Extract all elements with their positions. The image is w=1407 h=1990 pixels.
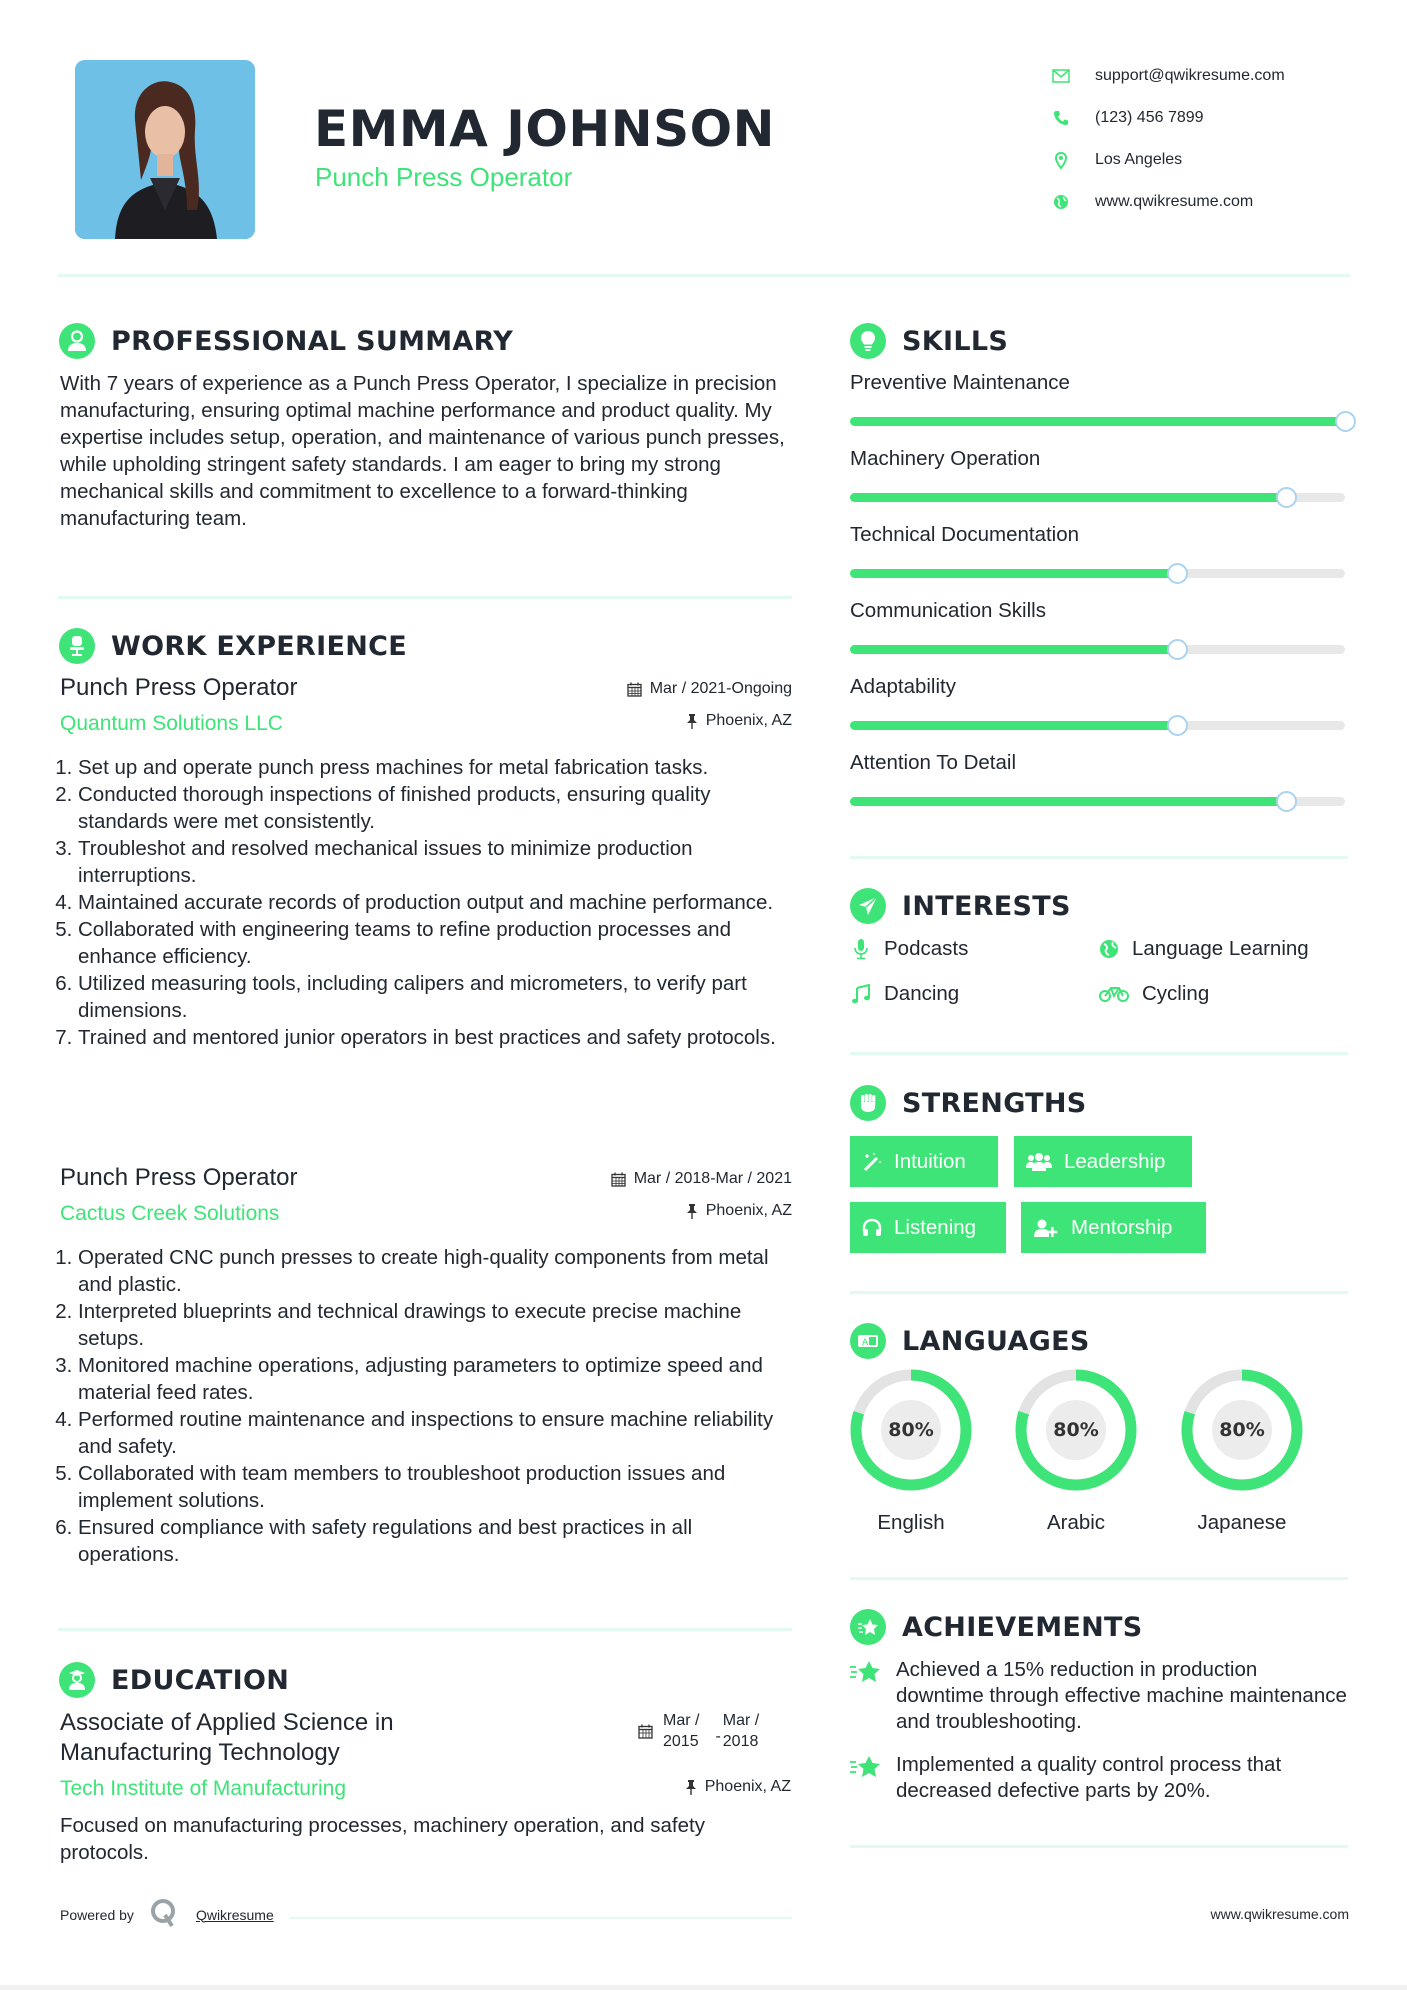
job-date: [627, 680, 792, 698]
strength-chip: [1021, 1202, 1206, 1253]
skill-fill: [850, 645, 1177, 654]
skill-slider[interactable]: [850, 569, 1345, 578]
job-bullet: 2. Conducted thorough inspections of finished products, ensuring quality standards were met consistently.: [78, 781, 792, 835]
magic-wand-icon: [862, 1152, 882, 1172]
users-icon: [1026, 1152, 1052, 1172]
candidate-title: Punch Press Operator: [315, 162, 573, 192]
job-location: [686, 1202, 792, 1220]
header-divider: [58, 274, 1350, 277]
star-badge-icon: [850, 1609, 886, 1645]
skill-fill: [850, 721, 1177, 730]
graduate-icon: [59, 1662, 95, 1698]
job-bullet: 3. Monitored machine operations, adjusting parameters to optimize speed and material feed rates.: [78, 1352, 792, 1406]
language-progress-ring: [850, 1369, 972, 1491]
education-description: Focused on manufacturing processes, machinery operation, and safety protocols.: [60, 1814, 705, 1864]
lightbulb-icon: [850, 323, 886, 359]
paper-plane-icon: [850, 888, 886, 924]
languages-heading: [850, 1323, 1090, 1359]
skill-knob[interactable]: [1167, 639, 1188, 660]
strengths-heading: [850, 1085, 1087, 1121]
phone-icon: [1050, 109, 1072, 127]
language-name: Japanese: [1197, 1511, 1287, 1534]
contact-email[interactable]: [1050, 55, 1390, 97]
achievement-text: Implemented a quality control process that decreased defective parts by 20%.: [896, 1753, 1282, 1802]
calendar-icon: [627, 682, 642, 697]
calendar-icon: [638, 1724, 653, 1739]
job-bullet: 1. Set up and operate punch press machines for metal fabrication tasks.: [78, 754, 792, 781]
job-bullets: [60, 754, 792, 1051]
job-location-text: Phoenix, AZ: [705, 712, 792, 729]
interest-label: Podcasts: [884, 937, 969, 960]
language-percent: 80%: [1046, 1400, 1106, 1460]
page-bottom-edge: [0, 1985, 1407, 1990]
interest-label: Dancing: [884, 982, 960, 1005]
star-icon: [850, 1657, 886, 1735]
skill-label: Adaptability: [850, 675, 956, 698]
job-date-text: Mar / 2021-Ongoing: [649, 680, 792, 697]
skill-knob[interactable]: [1167, 563, 1188, 584]
skill-slider[interactable]: [850, 493, 1345, 502]
skill-knob[interactable]: [1276, 791, 1297, 812]
education-title: EDUCATION: [111, 1664, 290, 1696]
skill-fill: [850, 569, 1177, 578]
school-name: Tech Institute of Manufacturing: [60, 1777, 346, 1800]
skill-item: [850, 447, 1350, 502]
summary-divider: [58, 596, 792, 599]
music-note-icon: [850, 983, 872, 1005]
strength-label: Mentorship: [1071, 1215, 1173, 1239]
strength-chip: [850, 1136, 998, 1187]
interests-title: INTERESTS: [902, 890, 1071, 922]
contact-location: [1050, 139, 1390, 181]
interests-divider: [850, 1052, 1348, 1055]
achievement-text: Achieved a 15% reduction in production downtime through effective machine maintenance and troubleshooting.: [896, 1658, 1347, 1733]
language-name: Arabic: [1046, 1511, 1106, 1534]
language-name: English: [877, 1511, 945, 1534]
job-entry: [60, 1164, 792, 1568]
job-date: [611, 1170, 792, 1188]
job-bullet: 5. Collaborated with engineering teams to refine production processes and enhance efficiency.: [78, 916, 792, 970]
pushpin-icon: [685, 1780, 697, 1795]
education-date: Mar / 2015 - Mar / 2018: [638, 1710, 759, 1752]
contact-list: [1050, 55, 1390, 223]
skill-fill: [850, 417, 1345, 426]
svg-text:A: A: [862, 1338, 869, 1348]
qwikresume-logo-icon: [150, 1898, 178, 1931]
skill-item: [850, 599, 1350, 654]
skill-slider[interactable]: [850, 797, 1345, 806]
skill-fill: [850, 493, 1286, 502]
education-date-start: Mar / 2015: [663, 1712, 700, 1750]
job-company: Quantum Solutions LLC: [60, 712, 283, 735]
translate-icon: [850, 1323, 886, 1359]
languages-divider: [850, 1577, 1348, 1580]
degree-line-2: Manufacturing Technology: [60, 1739, 340, 1766]
contact-website-text: www.qwikresume.com: [1095, 193, 1254, 210]
skill-label: Communication Skills: [850, 599, 1046, 622]
job-bullet: 1. Operated CNC punch presses to create high-quality components from metal and plastic.: [78, 1244, 792, 1298]
job-date-text: Mar / 2018-Mar / 2021: [633, 1170, 792, 1187]
skill-item: [850, 523, 1350, 578]
bicycle-icon: [1098, 983, 1130, 1005]
headphones-icon: [862, 1218, 882, 1238]
pushpin-icon: [686, 1204, 698, 1219]
language-item: [1181, 1369, 1303, 1535]
job-bullet: 3. Troubleshot and resolved mechanical issues to minimize production interruptions.: [78, 835, 792, 889]
achievement-item: [850, 1657, 1350, 1735]
language-item: [1015, 1369, 1137, 1535]
job-company: Cactus Creek Solutions: [60, 1202, 280, 1225]
strength-label: Intuition: [894, 1149, 966, 1173]
skill-slider[interactable]: [850, 721, 1345, 730]
languages-title: LANGUAGES: [902, 1325, 1090, 1357]
education-date-end: Mar / 2018: [722, 1712, 760, 1750]
skill-label: Attention To Detail: [850, 751, 1017, 774]
skill-item: [850, 675, 1350, 730]
job-location-text: Phoenix, AZ: [705, 1202, 792, 1219]
profile-photo: [75, 60, 255, 239]
qwikresume-link[interactable]: Qwikresume: [195, 1906, 274, 1923]
job-bullets: [60, 1244, 792, 1568]
strength-chip: [850, 1202, 1006, 1253]
job-title: Punch Press Operator: [60, 674, 298, 701]
skill-item: [850, 751, 1350, 806]
job-bullet: 5. Collaborated with team members to troubleshoot production issues and implement solutions.: [78, 1460, 792, 1514]
job-entry: [60, 674, 792, 1051]
interest-label: Cycling: [1142, 982, 1210, 1005]
experience-heading: [59, 628, 407, 664]
contact-phone[interactable]: [1050, 97, 1390, 139]
achievement-item: [850, 1752, 1350, 1804]
summary-text: With 7 years of experience as a Punch Press Operator, I specialize in precision manufacturing, ensuring optimal machine performance and product quality. My expertise includes setup, operation, and maintenance of various punch presses, while upholding stringent safety standards. I am eager to bring my strong mechanical skills and commitment to excellence to a forward-thinking manufacturing team.: [60, 372, 785, 530]
job-title: Punch Press Operator: [60, 1164, 298, 1191]
candidate-name: EMMA JOHNSON: [314, 100, 775, 158]
interest-item: [1098, 982, 1209, 1006]
interest-item: [850, 937, 968, 961]
contact-email-text: support@qwikresume.com: [1095, 67, 1285, 84]
achievements-title: ACHIEVEMENTS: [902, 1611, 1143, 1643]
skill-knob[interactable]: [1276, 487, 1297, 508]
user-plus-icon: [1033, 1218, 1059, 1238]
job-bullet: 6. Utilized measuring tools, including calipers and micrometers, to verify part dimensions.: [78, 970, 792, 1024]
achievements-divider: [850, 1845, 1348, 1848]
footer-divider: [290, 1917, 792, 1919]
powered-by-label: Powered by: [60, 1906, 134, 1923]
microphone-icon: [850, 938, 872, 960]
skills-divider: [850, 856, 1348, 859]
map-pin-icon: [1050, 151, 1072, 169]
achievements-heading: [850, 1609, 1143, 1645]
education-heading: [59, 1662, 289, 1698]
footer-website[interactable]: www.qwikresume.com: [1210, 1906, 1349, 1922]
skills-heading: [850, 323, 1008, 359]
calendar-icon: [611, 1172, 626, 1187]
summary-title: PROFESSIONAL SUMMARY: [111, 325, 514, 357]
strength-label: Listening: [894, 1215, 977, 1239]
contact-phone-text: (123) 456 7899: [1095, 109, 1204, 126]
language-progress-ring: [1181, 1369, 1303, 1491]
skill-slider[interactable]: [850, 645, 1345, 654]
interest-label: Language Learning: [1132, 937, 1309, 960]
degree-line-1: Associate of Applied Science in: [60, 1709, 394, 1736]
experience-divider: [58, 1628, 792, 1631]
strengths-title: STRENGTHS: [902, 1087, 1087, 1119]
person-portrait-icon: [75, 60, 255, 239]
skill-slider[interactable]: [850, 417, 1345, 426]
skills-title: SKILLS: [902, 325, 1009, 357]
skill-label: Preventive Maintenance: [850, 371, 1070, 394]
job-location: [686, 712, 792, 730]
degree-title: [60, 1708, 620, 1768]
language-percent: 80%: [1212, 1400, 1272, 1460]
strength-chip: [1014, 1136, 1192, 1187]
star-icon: [850, 1752, 886, 1804]
job-bullet: 2. Interpreted blueprints and technical drawings to execute precise machine setups.: [78, 1298, 792, 1352]
globe-icon: [1050, 193, 1072, 211]
globe-icon: [1098, 938, 1120, 960]
skill-label: Technical Documentation: [850, 523, 1080, 546]
skill-item: [850, 371, 1350, 426]
summary-heading: [59, 323, 513, 359]
strengths-divider: [850, 1291, 1348, 1294]
job-bullet: 7. Trained and mentored junior operators in best practices and safety protocols.: [78, 1024, 792, 1051]
office-chair-icon: [59, 628, 95, 664]
job-bullet: 4. Maintained accurate records of production output and machine performance.: [78, 889, 792, 916]
pushpin-icon: [686, 714, 698, 729]
language-percent: 80%: [881, 1400, 941, 1460]
interests-heading: [850, 888, 1071, 924]
contact-website[interactable]: [1050, 181, 1390, 223]
strength-label: Leadership: [1064, 1149, 1166, 1173]
envelope-icon: [1050, 67, 1072, 85]
fist-icon: [850, 1085, 886, 1121]
experience-title: WORK EXPERIENCE: [111, 630, 407, 662]
powered-by: [60, 1898, 274, 1931]
skill-fill: [850, 797, 1286, 806]
skill-knob[interactable]: [1167, 715, 1188, 736]
education-location: Phoenix, AZ: [685, 1778, 791, 1796]
skill-label: Machinery Operation: [850, 447, 1041, 470]
language-progress-ring: [1015, 1369, 1137, 1491]
user-icon: [59, 323, 95, 359]
skill-knob[interactable]: [1335, 411, 1356, 432]
interest-item: [850, 982, 959, 1006]
interest-item: [1098, 937, 1309, 961]
job-bullet: 6. Ensured compliance with safety regulations and best practices in all operations.: [78, 1514, 792, 1568]
job-bullet: 4. Performed routine maintenance and inspections to ensure machine reliability and safety.: [78, 1406, 792, 1460]
contact-location-text: Los Angeles: [1095, 151, 1183, 168]
language-item: [850, 1369, 972, 1535]
